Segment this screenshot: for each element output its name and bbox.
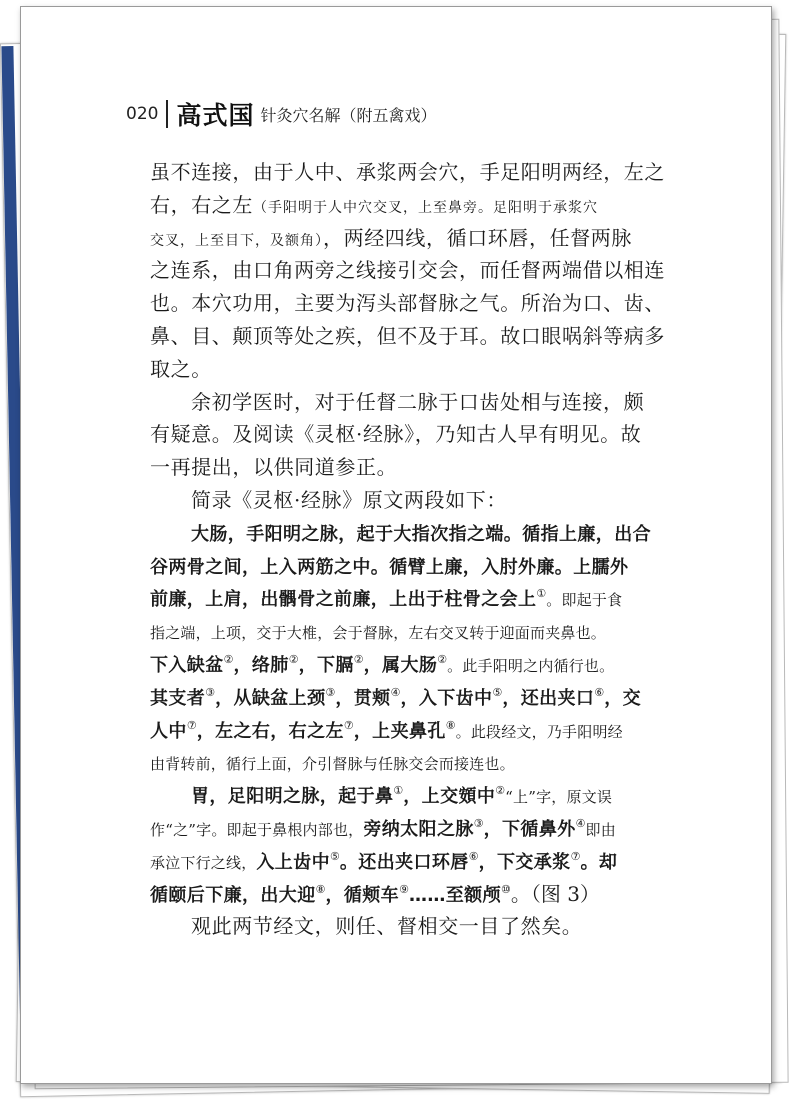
- text-segment: 观此两节经文，则任、督相交一目了然矣。: [191, 914, 583, 939]
- quoted-classic-text: ，还出夹口: [502, 687, 595, 709]
- footnote-marker: ②: [353, 652, 364, 666]
- text-segment: 简录《灵枢·经脉》原文两段如下：: [191, 487, 507, 512]
- book-title: 针灸穴名解（附五禽戏）: [260, 105, 437, 125]
- text-segment: 余初学医时，对于任督二脉于口齿处相与连接，颇: [191, 389, 645, 414]
- quoted-classic-text: ，下交承浆: [478, 851, 571, 873]
- quoted-classic-text: ，上交頞中: [403, 786, 496, 808]
- quoted-classic-text: ，下循鼻外: [483, 818, 576, 840]
- quoted-classic-text: ，下膈: [298, 654, 354, 676]
- quoted-classic-text: ，循颊车: [325, 884, 400, 906]
- footnote-marker: ⑤: [330, 849, 340, 863]
- quoted-classic-text: ，络肺: [233, 654, 289, 676]
- footnote-marker: ⑨: [399, 882, 409, 896]
- quoted-classic-text: 胃，足阳明之脉，起于鼻: [191, 786, 394, 808]
- footnote-marker: ②: [495, 784, 506, 798]
- footnote-marker: ②: [288, 652, 299, 666]
- footnote-marker: ③: [325, 685, 336, 699]
- footnote-marker: ⑧: [445, 718, 456, 732]
- quoted-classic-text: ……至额颅: [408, 884, 501, 906]
- footnote-marker: ④: [575, 816, 586, 830]
- quoted-classic-text: 大肠，手阳明之脉，起于大指次指之端。循指上廉，出合: [191, 523, 651, 545]
- commentary-text: 由背转前，循行上面，介引督脉与任脉交会而接连也。: [150, 755, 515, 774]
- quoted-classic-text: ，左之右，右之左: [196, 720, 344, 742]
- text-segment: 有疑意。及阅读《灵枢·经脉》，乃知古人早有明见。故: [150, 422, 642, 447]
- text-line: [150, 714, 650, 747]
- footnote-marker: ⑧: [315, 882, 326, 896]
- commentary-text: 作“之”字。即起于鼻根内部也，: [150, 820, 364, 839]
- text-line: [150, 418, 650, 451]
- text-segment: 鼻、目、颠顶等处之疾，但不及于耳。故口眼㖞斜等病多: [150, 323, 665, 348]
- quoted-classic-text: 其支者: [150, 687, 206, 709]
- quoted-classic-text: 入上齿中: [256, 851, 331, 873]
- footnote-marker: ⑥: [594, 685, 605, 699]
- footnote-marker: ②: [437, 652, 448, 666]
- text-line: [150, 451, 650, 484]
- quoted-classic-text: ，从缺盆上颈: [215, 687, 326, 709]
- text-segment: 一再提出，以供同道参正。: [150, 455, 398, 480]
- text-line: [150, 812, 650, 845]
- commentary-text: 承泣下行之线，: [150, 853, 257, 872]
- text-line: [150, 386, 650, 419]
- text-line: [150, 189, 650, 222]
- page-body: [150, 156, 665, 943]
- text-line: [150, 287, 665, 320]
- author-logo: 高式国: [176, 101, 255, 130]
- text-line: [150, 746, 650, 779]
- figure-reference: 。（图 3）: [510, 881, 600, 906]
- commentary-text: “上”字，原文误: [505, 788, 613, 807]
- quoted-classic-text: 旁纳太阳之脉: [363, 818, 474, 840]
- text-line: [150, 254, 665, 287]
- footnote-marker: ①: [536, 587, 547, 601]
- quoted-classic-text: ，属大肠: [363, 654, 438, 676]
- footnote-marker: ①: [393, 784, 404, 798]
- quoted-classic-text: 下入缺盆: [150, 654, 224, 676]
- quoted-classic-text: ，贯颊: [335, 687, 391, 709]
- text-segment: 之连系，由口角两旁之线接引交会，而任督两端借以相连: [150, 258, 665, 283]
- quoted-classic-text: 谷两骨之间，上入两筋之中。循臂上廉，入肘外廉。上臑外: [150, 556, 629, 578]
- text-line: [150, 320, 665, 353]
- text-line: [150, 156, 665, 189]
- footnote-marker: ③: [205, 685, 216, 699]
- text-line: [150, 681, 650, 714]
- footnote-marker: ⑩: [500, 882, 511, 896]
- text-line: [150, 648, 650, 681]
- annotation-text: 交叉，上至目下，及额角）: [150, 232, 323, 249]
- annotation-text: （手阳明于人中穴交叉，上至鼻旁。足阳明于承浆穴: [253, 199, 598, 216]
- quoted-classic-text: ，入下齿中: [400, 687, 493, 709]
- text-line: [150, 878, 650, 911]
- commentary-text: 。此段经文，乃手阳明经: [455, 722, 623, 741]
- quoted-classic-text: 。却: [580, 851, 618, 873]
- footnote-marker: ⑦: [343, 718, 354, 732]
- text-line: [150, 353, 650, 386]
- footnote-marker: ④: [390, 685, 401, 699]
- quoted-classic-text: 人中: [150, 720, 187, 742]
- footnote-marker: ②: [223, 652, 234, 666]
- footnote-marker: ⑦: [186, 718, 197, 732]
- text-line: [150, 222, 650, 255]
- commentary-text: 。此手阳明之内循行也。: [447, 656, 615, 675]
- quoted-classic-text: ，交: [604, 687, 641, 709]
- text-line: [150, 910, 650, 943]
- text-line: [150, 615, 650, 648]
- page-number: 020: [126, 104, 159, 124]
- page-header: [126, 96, 436, 132]
- text-segment: 也。本穴功用，主要为泻头部督脉之气。所治为口、齿、: [150, 291, 665, 316]
- quoted-classic-text: 前廉，上肩，出髃骨之前廉，上出于柱骨之会上: [150, 589, 537, 611]
- quoted-classic-text: 。还出夹口环唇: [339, 851, 469, 873]
- quoted-classic-text: 循颐后下廉，出大迎: [150, 884, 316, 906]
- quoted-classic-text: ，上夹鼻孔: [353, 720, 446, 742]
- commentary-text: 即由: [585, 820, 616, 839]
- text-line: [150, 517, 650, 550]
- text-line: [150, 550, 650, 583]
- text-segment: ，两经四线，循口环唇，任督两脉: [323, 225, 632, 250]
- footnote-marker: ⑦: [570, 849, 581, 863]
- header-divider: [166, 100, 168, 128]
- commentary-text: 指之端，上项，交于大椎，会于督脉，左右交叉转于迎面而夹鼻也。: [150, 624, 607, 643]
- text-segment: 取之。: [150, 356, 212, 381]
- text-line: [150, 845, 650, 878]
- text-line: [150, 779, 650, 812]
- footnote-marker: ③: [473, 816, 484, 830]
- text-segment: 右，右之左: [150, 192, 253, 217]
- footnote-marker: ⑤: [492, 685, 503, 699]
- text-line: [150, 582, 650, 615]
- text-segment: 虽不连接，由于人中、承浆两会穴，手足阳明两经，左之: [150, 160, 665, 184]
- commentary-text: 。即起于食: [546, 591, 623, 610]
- footnote-marker: ⑥: [468, 849, 479, 863]
- text-line: [150, 484, 650, 517]
